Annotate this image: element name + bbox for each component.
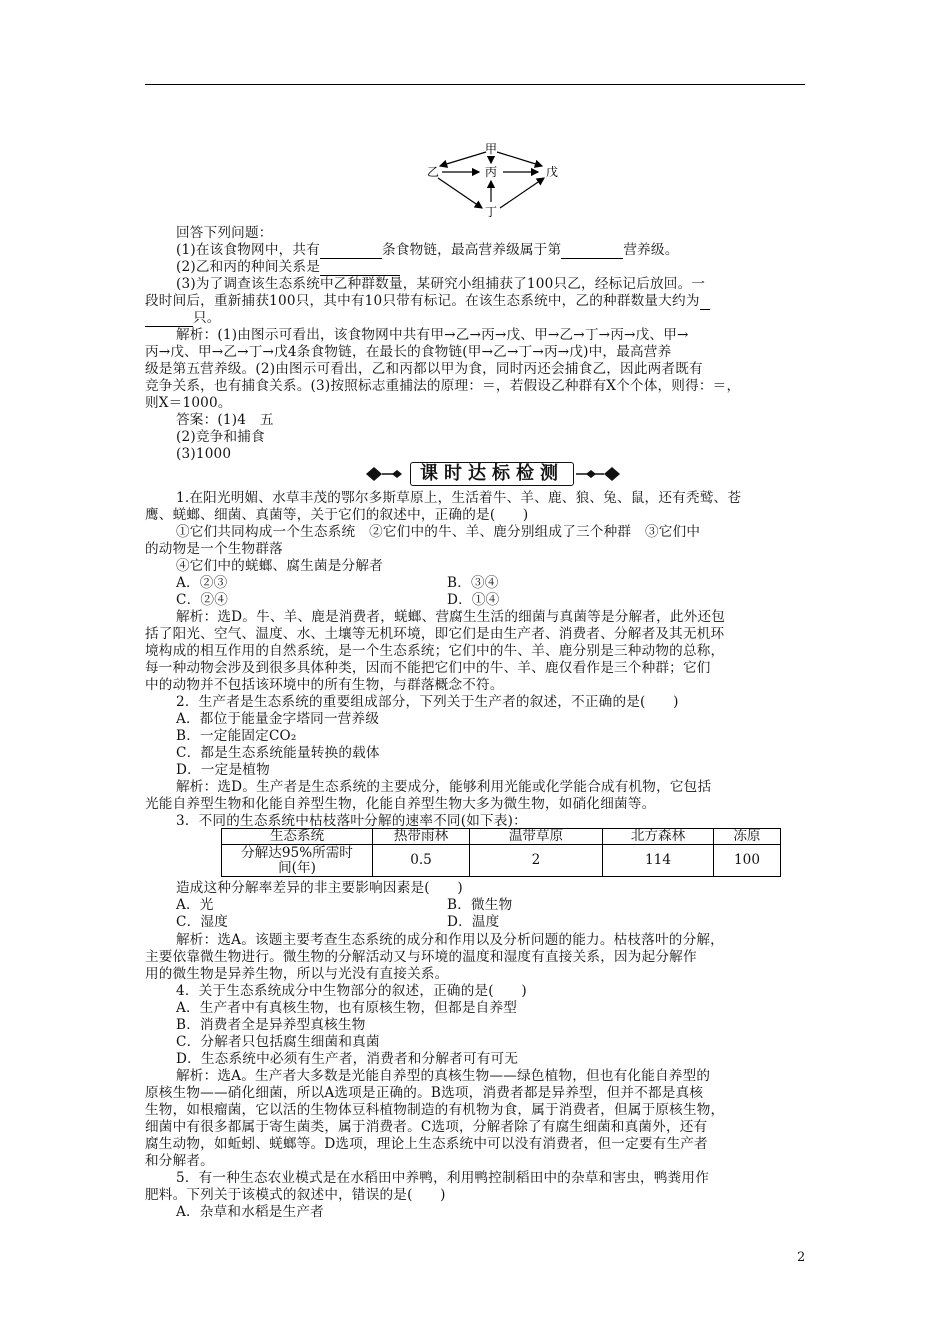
option: B．消费者全是异养型真核生物 <box>176 1017 366 1033</box>
text-line: 肥料。下列关于该模式的叙述中，错误的是( ) <box>145 1187 446 1203</box>
text-line: 解析：选D。生产者是生态系统的主要成分，能够利用光能或化学能合成有机物，它包括 <box>176 779 712 795</box>
section-title: 课时达标检测 <box>410 462 574 486</box>
table-cell: 114 <box>603 845 714 877</box>
arrow-jia-yi <box>440 152 486 166</box>
text-span: (2)乙和丙的种间关系是 <box>176 259 320 275</box>
option: A．都位于能量金字塔同一营养级 <box>176 711 380 727</box>
option: A．生产者中有真核生物，也有原核生物，但都是自养型 <box>176 1000 518 1016</box>
node-yi: 乙 <box>426 165 440 179</box>
text-line: 1.在阳光明媚、水草丰茂的鄂尔多斯草原上，生活着牛、羊、鹿、狼、兔、鼠，还有秃鹫、苍 <box>176 490 742 506</box>
option: C．湿度 <box>176 914 228 930</box>
text-line: 原核生物——硝化细菌，所以A选项是正确的。B选项，消费者都是异养型，但并不都是真核 <box>145 1085 704 1101</box>
text-line: 腐生动物，如蚯蚓、蜣螂等。D选项，理论上生态系统中可以没有消费者，但一定要有生产者 <box>145 1136 708 1152</box>
diamond-icon <box>366 467 382 481</box>
text-line <box>145 293 710 310</box>
text-line: 鹰、蜣螂、细菌、真菌等，关于它们的叙述中，正确的是( ) <box>145 507 529 523</box>
text-line: 主要依靠微生物进行。微生物的分解活动又与环境的温度和湿度有直接关系，因为起分解作 <box>145 949 697 965</box>
text-line: 丙→戊、甲→乙→丁→戊4条食物链，在最长的食物链(甲→乙→丁→丙→戊)中，最高营养 <box>145 344 672 360</box>
text-span: 只。 <box>193 310 221 326</box>
text-line: (3)为了调查该生态系统中乙种群数量，某研究小组捕获了100只乙，经标记后放回。一 <box>176 276 706 292</box>
option: B．一定能固定CO₂ <box>176 728 297 744</box>
text-line <box>176 242 679 259</box>
text-line: 5．有一种生态农业模式是在水稻田中养鸭，利用鸭控制稻田中的杂草和害虫，鸭粪用作 <box>176 1170 710 1186</box>
text-line: 用的微生物是异养生物，所以与光没有直接关系。 <box>145 966 449 982</box>
text-line: 和分解者。 <box>145 1153 214 1169</box>
text-span: (1)在该食物网中，共有 <box>176 242 320 258</box>
table-row <box>222 845 781 877</box>
text-line: 每一种动物会涉及到很多具体种类，因而不能把它们中的牛、羊、鹿仅看作是三个种群；它们 <box>145 660 711 676</box>
option: D．①④ <box>447 592 500 608</box>
text-line: ①它们共同构成一个生态系统 ②它们中的牛、羊、鹿分别组成了三个种群 ③它们中 <box>176 524 701 540</box>
text-line: 括了阳光、空气、温度、水、土壤等无机环境，即它们是由生产者、消费者、分解者及其无机环 <box>145 626 725 642</box>
text-line: 解析：选A。该题主要考查生态系统的成分和作用以及分析问题的能力。枯枝落叶的分解， <box>176 932 724 948</box>
option: A．杂草和水稻是生产者 <box>176 1204 324 1220</box>
text-line: 细菌中有很多都属于寄生菌类，属于消费者。C选项，分解者除了有腐生细菌和真菌外，还有 <box>145 1119 708 1135</box>
table-header-cell: 生态系统 <box>222 829 373 845</box>
text-line: 境构成的相互作用的自然系统，是一个生态系统；它们中的牛、羊、鹿分别是三种动物的总称， <box>145 643 725 659</box>
table-header-cell: 温带草原 <box>470 829 603 845</box>
option: C．分解者只包括腐生细菌和真菌 <box>176 1034 380 1050</box>
text-line: (2)竞争和捕食 <box>176 429 265 445</box>
table-cell: 100 <box>714 845 781 877</box>
diamond-icon <box>604 467 620 481</box>
text-line: 的动物是一个生物群落 <box>145 541 283 557</box>
text-span: 条食物链，最高营养级属于第 <box>382 242 562 258</box>
option: D．一定是植物 <box>176 762 270 778</box>
option: D．生态系统中必须有生产者，消费者和分解者可有可无 <box>176 1051 519 1067</box>
node-ding: 丁 <box>484 205 498 219</box>
option: A．光 <box>176 897 214 913</box>
text-line: 解析：(1)由图示可看出，该食物网中共有甲→乙→丙→戊、甲→乙→丁→丙→戊、甲→ <box>176 327 689 343</box>
node-bing: 丙 <box>484 165 498 179</box>
text-line: 光能自养型生物和化能自养型生物，化能自养型生物大多为微生物，如硝化细菌等。 <box>145 796 656 812</box>
table-header-row <box>222 829 781 845</box>
text-span: 分解达95%所需时 <box>241 844 353 861</box>
text-line: 解析：选D。牛、羊、鹿是消费者，蜣螂、营腐生生活的细菌与真菌等是分解者，此外还包 <box>176 609 726 625</box>
text-line: 4．关于生态系统成分中生物部分的叙述，正确的是( ) <box>176 983 527 999</box>
table-header-cell: 冻原 <box>714 829 781 845</box>
option: B．③④ <box>447 575 499 591</box>
node-jia: 甲 <box>484 142 498 156</box>
option: C．②④ <box>176 592 228 608</box>
table-row-label <box>222 845 373 877</box>
blank <box>320 259 400 276</box>
text-line: 中的动物并不包括该环境中的所有生物，与群落概念不符。 <box>145 677 504 693</box>
arrow-ding-wu <box>500 178 544 208</box>
text-span: 段时间后，重新捕获100只，其中有10只带有标记。在该生态系统中，乙的种群数量大约为 <box>145 293 700 309</box>
option: D．温度 <box>447 914 500 930</box>
option: B．微生物 <box>447 897 513 913</box>
text-line: 级是第五营养级。(2)由图示可看出，乙和丙都以甲为食，同时丙还会捕食乙，因此两者既有 <box>145 361 703 377</box>
text-line <box>176 259 400 276</box>
arrow-jia-wu <box>497 152 542 166</box>
blank <box>561 242 623 259</box>
text-line: 解析：选A。生产者大多数是光能自养型的真核生物——绿色植物，但也有化能自养型的 <box>176 1068 711 1084</box>
header-rule <box>145 84 805 85</box>
food-web-diagram <box>420 142 570 220</box>
table-cell: 2 <box>470 845 603 877</box>
table-header-cell: 北方森林 <box>603 829 714 845</box>
page-number: 2 <box>797 1250 806 1265</box>
diamond-icon <box>392 470 402 478</box>
diamond-icon <box>586 470 596 478</box>
option: C．都是生态系统能量转换的载体 <box>176 745 380 761</box>
blank <box>320 242 382 259</box>
text-line: 生物，如根瘤菌，它以活的生物体豆科植物制造的有机物为食，属于消费者，但属于原核生物， <box>145 1102 725 1118</box>
blank <box>700 293 710 310</box>
table-header-cell: 热带雨林 <box>373 829 470 845</box>
blank <box>145 310 193 327</box>
option: A．②③ <box>176 575 228 591</box>
text-line: 竞争关系，也有捕食关系。(3)按照标志重捕法的原理：＝，若假设乙种群有X个个体，则得：＝， <box>145 378 741 394</box>
text-line <box>145 310 221 327</box>
text-line: 答案：(1)4 五 <box>176 412 274 428</box>
text-line: (3)1000 <box>176 446 232 462</box>
decomposition-table <box>221 828 781 877</box>
text-line: 回答下列问题： <box>176 225 273 241</box>
text-span: 营养级。 <box>623 242 679 258</box>
text-line: 则X＝1000。 <box>145 395 232 411</box>
text-line: 2．生产者是生态系统的重要组成部分，下列关于生产者的叙述，不正确的是( ) <box>176 694 679 710</box>
node-wu: 戊 <box>545 165 559 179</box>
text-line: 造成这种分解率差异的非主要影响因素是( ) <box>176 880 463 896</box>
text-line: 3．不同的生态系统中枯枝落叶分解的速率不同(如下表)： <box>176 813 527 829</box>
text-line: ④它们中的蜣螂、腐生菌是分解者 <box>176 558 383 574</box>
arrow-yi-ding <box>438 178 482 208</box>
table-cell: 0.5 <box>373 845 470 877</box>
text-span: 间(年) <box>278 859 316 876</box>
